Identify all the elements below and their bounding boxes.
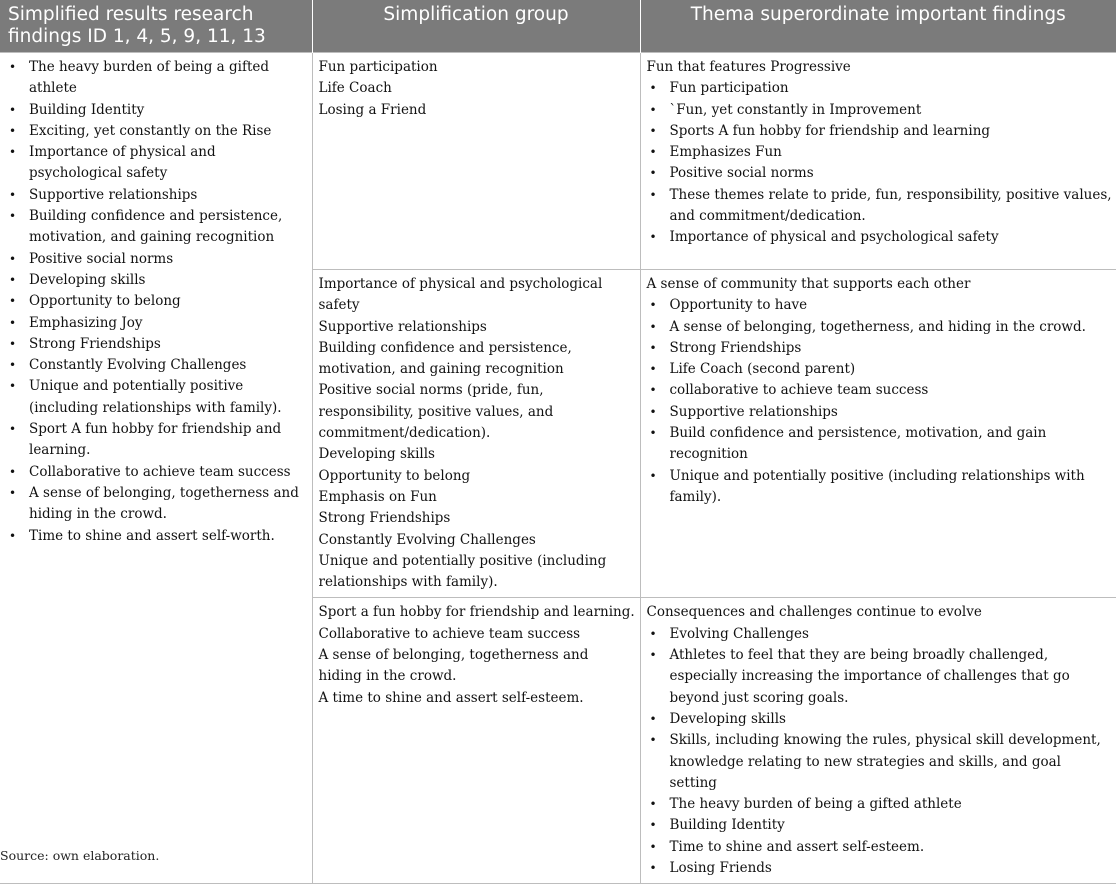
list-item: • Building Identity bbox=[647, 815, 1113, 836]
list-item: • Emphasizing Joy bbox=[6, 313, 308, 334]
group-item: A time to shine and assert self-esteem. bbox=[318, 689, 584, 706]
list-item: • The heavy burden of being a gifted athlete bbox=[6, 57, 308, 100]
list-item: • Opportunity to have bbox=[647, 295, 1113, 316]
header-thema-findings: Thema superordinate important findings bbox=[640, 0, 1116, 53]
theme-cell bbox=[640, 598, 1116, 884]
list-item: • Evolving Challenges bbox=[647, 624, 1113, 645]
group-item: Opportunity to belong bbox=[318, 467, 471, 484]
group-row bbox=[0, 53, 1116, 270]
list-item: • Strong Friendships bbox=[6, 334, 308, 355]
list-item: • Time to shine and assert self-worth. bbox=[6, 526, 308, 547]
list-item: • `Fun, yet constantly in Improvement bbox=[647, 100, 1113, 121]
group-items bbox=[319, 274, 636, 593]
list-item: • Opportunity to belong bbox=[6, 291, 308, 312]
group-item: Collaborative to achieve team success bbox=[318, 625, 581, 642]
theme-list bbox=[647, 78, 1113, 248]
list-item: • Collaborative to achieve team success bbox=[6, 462, 308, 483]
theme-cell bbox=[640, 270, 1116, 598]
list-item: • Supportive relationships bbox=[6, 185, 308, 206]
list-item: • Exciting, yet constantly on the Rise bbox=[6, 121, 308, 142]
list-item: • Unique and potentially positive (including relationships with family). bbox=[647, 466, 1113, 509]
group-cell bbox=[312, 598, 640, 884]
list-item: • collaborative to achieve team success bbox=[647, 380, 1113, 401]
list-item: • Developing skills bbox=[6, 270, 308, 291]
group-items bbox=[319, 602, 636, 708]
group-cell bbox=[312, 53, 640, 270]
header-simplification-group: Simplification group bbox=[312, 0, 640, 53]
group-item: Developing skills bbox=[318, 446, 435, 463]
list-item: • Constantly Evolving Challenges bbox=[6, 355, 308, 376]
group-item: Emphasis on Fun bbox=[318, 488, 437, 505]
list-item: • Importance of physical and psychological safety bbox=[6, 142, 308, 185]
list-item: • Sports A fun hobby for friendship and learning bbox=[647, 121, 1113, 142]
list-item: • Importance of physical and psychological safety bbox=[647, 227, 1113, 248]
list-item: • Developing skills bbox=[647, 709, 1113, 730]
group-item: Supportive relationships bbox=[318, 318, 487, 335]
group-item: Sport a fun hobby for friendship and learning. bbox=[318, 604, 635, 621]
source-note: Source: own elaboration. bbox=[0, 848, 160, 863]
list-item: • Time to shine and assert self-esteem. bbox=[647, 837, 1113, 858]
list-item: • A sense of belonging, togetherness and hiding in the crowd. bbox=[6, 483, 308, 526]
group-item: Unique and potentially positive (including relationships with family). bbox=[318, 552, 607, 591]
group-item: Losing a Friend bbox=[318, 101, 427, 118]
list-item: • These themes relate to pride, fun, responsibility, positive values, and commitment/dedication. bbox=[647, 185, 1113, 228]
list-item: • Supportive relationships bbox=[647, 402, 1113, 423]
theme-title: Consequences and challenges continue to evolve bbox=[646, 604, 982, 621]
group-item: Fun participation bbox=[318, 59, 438, 75]
list-item: • Building Identity bbox=[6, 100, 308, 121]
list-item: • Emphasizes Fun bbox=[647, 142, 1113, 163]
header-row bbox=[0, 0, 1116, 53]
list-item: • Athletes to feel that they are being broadly challenged, especially increasing the importance of challenges that go beyond just scoring goals. bbox=[647, 645, 1113, 709]
theme-title: Fun that features Progressive bbox=[646, 59, 851, 75]
group-item: Strong Friendships bbox=[318, 510, 451, 527]
list-item: • Life Coach (second parent) bbox=[647, 359, 1113, 380]
list-item: • Positive social norms bbox=[6, 249, 308, 270]
list-item: • Positive social norms bbox=[647, 163, 1113, 184]
theme-cell bbox=[640, 53, 1116, 270]
group-items bbox=[319, 57, 636, 121]
list-item: • Unique and potentially positive (including relationships with family). bbox=[6, 376, 308, 419]
group-item: Building confidence and persistence, motivation, and gaining recognition bbox=[318, 339, 572, 378]
group-item: Importance of physical and psychological safety bbox=[318, 276, 603, 314]
group-item: Constantly Evolving Challenges bbox=[318, 531, 536, 548]
group-item: A sense of belonging, togetherness and hiding in the crowd. bbox=[318, 647, 589, 685]
list-item: • Fun participation bbox=[647, 78, 1113, 99]
list-item: • Strong Friendships bbox=[647, 338, 1113, 359]
list-item: • The heavy burden of being a gifted athlete bbox=[647, 794, 1113, 815]
group-cell bbox=[312, 270, 640, 598]
list-item: • Losing Friends bbox=[647, 858, 1113, 879]
header-simplified-results: Simplified results research findings ID 1, 4, 5, 9, 11, 13 bbox=[0, 0, 312, 53]
list-item: • Building confidence and persistence, motivation, and gaining recognition bbox=[6, 206, 308, 249]
list-item: • Build confidence and persistence, motivation, and gain recognition bbox=[647, 423, 1113, 466]
list-item: • Skills, including knowing the rules, physical skill development, knowledge relating to new strategies and skills, and goal setting bbox=[647, 730, 1113, 794]
theme-list bbox=[647, 624, 1113, 880]
findings-list bbox=[6, 57, 308, 547]
theme-list bbox=[647, 295, 1113, 508]
group-item: Life Coach bbox=[318, 80, 392, 97]
group-item: Positive social norms (pride, fun, responsibility, positive values, and commitment/dedication). bbox=[318, 382, 554, 442]
findings-cell bbox=[0, 53, 312, 884]
theme-title: A sense of community that supports each other bbox=[646, 276, 971, 292]
list-item: • A sense of belonging, togetherness, and hiding in the crowd. bbox=[647, 317, 1113, 338]
list-item: • Sport A fun hobby for friendship and learning. bbox=[6, 419, 308, 462]
